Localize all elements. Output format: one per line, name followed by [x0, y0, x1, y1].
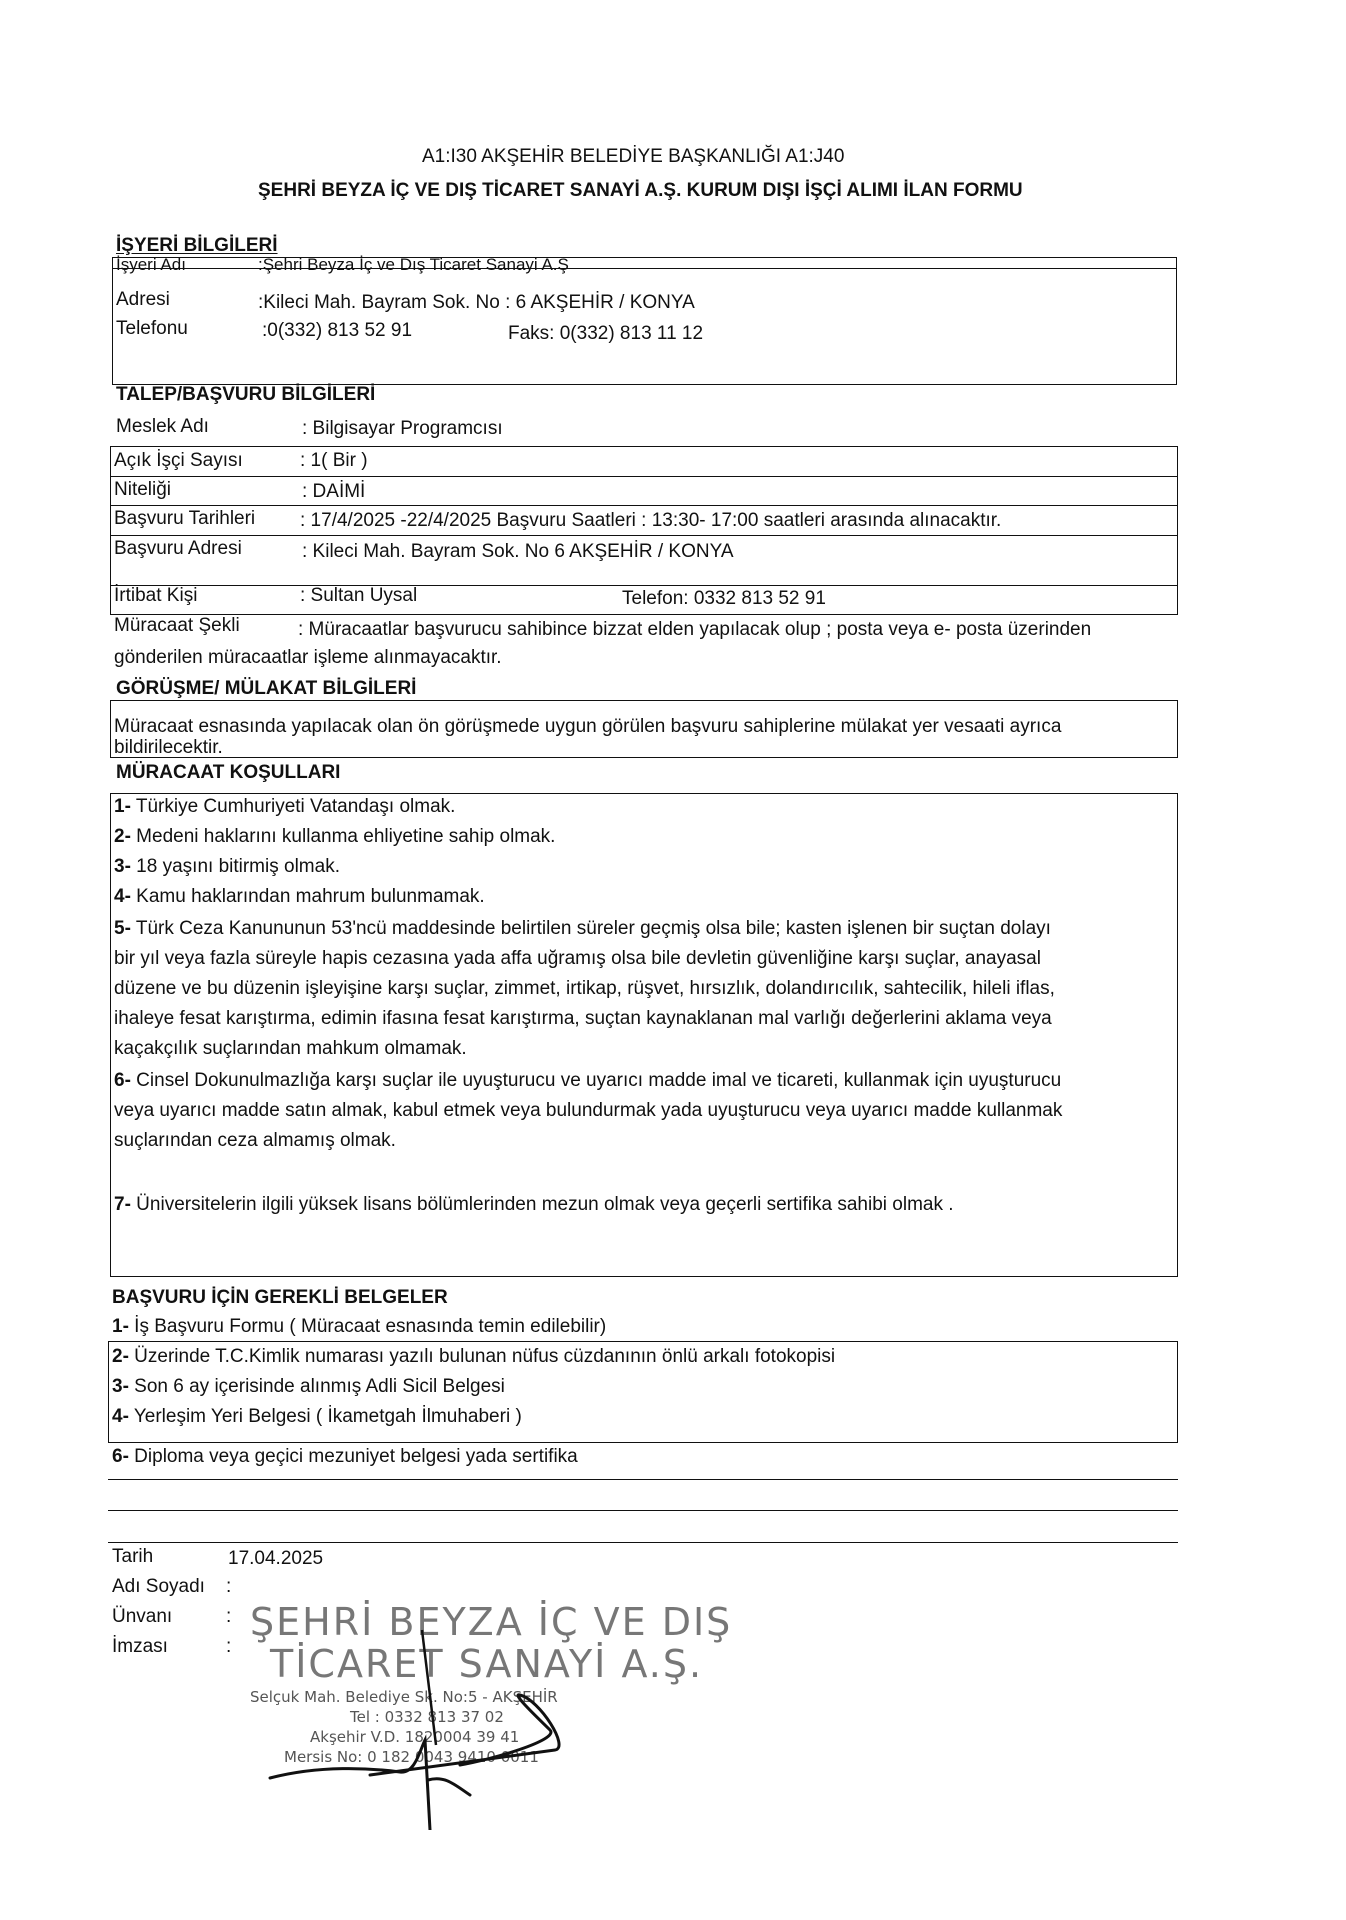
form-title: ŞEHRİ BEYZA İÇ VE DIŞ TİCARET SANAYİ A.Ş. KURUM DIŞI İŞÇİ ALIMI İLAN FORMU [258, 180, 1023, 201]
kosul-5-line-3: düzene ve bu düzenin işleyişine karşı suçlar, zimmet, irtikap, rüşvet, hırsızlık, dolandırıcılık, sahtecilik, hileli iflas, [114, 978, 1055, 999]
basvuru-adresi-label: Başvuru Adresi [114, 538, 242, 559]
belge-num: 6- [112, 1446, 129, 1467]
kosullar-section-title: MÜRACAAT KOŞULLARI [116, 762, 341, 783]
stamp-line-6: Mersis No: 0 182 0043 9410 0011 [284, 1748, 539, 1766]
signature-icon [240, 1600, 620, 1830]
irtibat-telefon: Telefon: 0332 813 52 91 [622, 588, 826, 609]
faks-value: Faks: 0(332) 813 11 12 [508, 323, 704, 344]
isyeri-adi-value: :Şehri Beyza İç ve Dış Ticaret Sanayi A.Ş [258, 255, 569, 274]
isyeri-adi-label: İşyeri Adı [116, 255, 186, 274]
kosul-text: Türkiye Cumhuriyeti Vatandaşı olmak. [130, 796, 456, 817]
kosul-num: 1- [114, 796, 131, 817]
tarih-label: Tarih [112, 1546, 154, 1567]
gorusme-line-1: Müracaat esnasında yapılacak olan ön görüşmede uygun görülen başvuru sahiplerine mülakat yer vesaati ayrıca [114, 716, 1062, 737]
header-line-1: A1:I30 AKŞEHİR BELEDİYE BAŞKANLIĞI A1:J40 [422, 146, 845, 167]
belge-num: 4- [112, 1406, 129, 1427]
adsoyad-label: Adı Soyadı [112, 1576, 205, 1597]
belge-text: Diploma veya geçici mezuniyet belgesi yada sertifika [128, 1446, 578, 1467]
basvuru-tarihleri-label: Başvuru Tarihleri [114, 508, 256, 529]
talep-row-line-3 [110, 535, 1178, 536]
belge-item [112, 1406, 522, 1428]
adresi-label: Adresi [116, 289, 170, 310]
kosul-num: 4- [114, 886, 131, 907]
stamp-line-2: TİCARET SANAYİ A.Ş. [270, 1642, 704, 1686]
stamp-line-5: Akşehir V.D. 1820004 39 41 [310, 1728, 520, 1746]
kosul-item [114, 796, 455, 818]
muracaat-sekli-line-2: gönderilen müracaatlar işleme alınmayacaktır. [114, 647, 502, 668]
gorusme-line-2: bildirilecektir. [114, 737, 223, 758]
belge-text: Son 6 ay içerisinde alınmış Adli Sicil Belgesi [128, 1376, 505, 1397]
imza-label: İmzası [112, 1636, 168, 1657]
talep-row-line-4 [110, 585, 1178, 586]
adsoyad-colon: : [226, 1576, 232, 1597]
acik-isci-value: : 1( Bir ) [300, 450, 368, 471]
kosul-5-line-4: ihaleye fesat karıştırma, edimin ifasına fesat karıştırma, suçtan kaynaklanan mal varlığı değerlerini aklama veya [114, 1008, 1052, 1029]
stamp-line-4: Tel : 0332 813 37 02 [350, 1708, 504, 1726]
kosul-6-line-1 [114, 1070, 1061, 1092]
belgeler-rule-2 [108, 1510, 1178, 1511]
telefonu-value: :0(332) 813 52 91 [262, 320, 413, 341]
belgeler-section-title: BAŞVURU İÇİN GEREKLİ BELGELER [112, 1287, 448, 1308]
kosul-text: Türk Ceza Kanununun 53'ncü maddesinde belirtilen süreler geçmiş olsa bile; kasten işlenen bir suçtan dolayı [130, 918, 1051, 939]
basvuru-adresi-value: : Kileci Mah. Bayram Sok. No 6 AKŞEHİR / KONYA [302, 541, 734, 562]
unvan-colon: : [226, 1606, 232, 1627]
gorusme-section-title: GÖRÜŞME/ MÜLAKAT BİLGİLERİ [116, 678, 417, 699]
isyeri-section-title: İŞYERİ BİLGİLERİ [116, 235, 278, 256]
kosul-text: Cinsel Dokunulmazlığa karşı suçlar ile uyuşturucu ve uyarıcı madde imal ve ticareti, kullanmak için uyuşturucu [130, 1070, 1062, 1091]
kosul-text: Medeni haklarını kullanma ehliyetine sahip olmak. [130, 826, 556, 847]
belge-text: İş Başvuru Formu ( Müracaat esnasında temin edilebilir) [128, 1316, 607, 1337]
belge-item [112, 1316, 606, 1338]
belge-item [112, 1346, 835, 1368]
kosul-7 [114, 1194, 954, 1216]
belge-num: 1- [112, 1316, 129, 1337]
belgeler-rule-1 [108, 1479, 1178, 1480]
stamp-line-1: ŞEHRİ BEYZA İÇ VE DIŞ [250, 1600, 733, 1644]
talep-row-line-2 [110, 505, 1178, 506]
tarih-value: 17.04.2025 [228, 1548, 324, 1569]
talep-row-line-1 [110, 476, 1178, 477]
stamp-line-3: Selçuk Mah. Belediye Sk. No:5 - AKŞEHİR [250, 1688, 558, 1706]
company-stamp [240, 1600, 733, 1830]
kosul-item [114, 856, 340, 878]
kosul-num: 3- [114, 856, 131, 877]
kosul-text: 18 yaşını bitirmiş olmak. [130, 856, 340, 877]
kosul-text: Kamu haklarından mahrum bulunmamak. [130, 886, 485, 907]
meslek-label: Meslek Adı [116, 416, 209, 437]
muracaat-sekli-line-1: : Müracaatlar başvurucu sahibince bizzat elden yapılacak olup ; posta veya e- posta üzerinden [298, 619, 1092, 640]
meslek-value: : Bilgisayar Programcısı [302, 418, 503, 439]
irtibat-label: İrtibat Kişi [114, 585, 198, 606]
niteligi-label: Niteliği [114, 479, 172, 500]
unvan-label: Ünvanı [112, 1606, 173, 1627]
basvuru-tarihleri-value: : 17/4/2025 -22/4/2025 Başvuru Saatleri : 13:30- 17:00 saatleri arasında alınacaktır. [300, 510, 1002, 531]
kosul-5-line-5: kaçakçılık suçlarından mahkum olmamak. [114, 1038, 467, 1059]
talep-section-title: TALEP/BAŞVURU BİLGİLERİ [116, 384, 376, 405]
irtibat-value: : Sultan Uysal [300, 585, 418, 606]
kosul-5-line-1 [114, 918, 1051, 940]
belge-text: Üzerinde T.C.Kimlik numarası yazılı bulunan nüfus cüzdanının önlü arkalı fotokopisi [128, 1346, 836, 1367]
belge-num: 2- [112, 1346, 129, 1367]
belge-item [112, 1376, 505, 1398]
kosul-6-line-3: suçlarından ceza almamış olmak. [114, 1130, 396, 1151]
niteligi-value: : DAİMİ [302, 481, 366, 502]
kosul-item [114, 886, 485, 908]
muracaat-sekli-label: Müracaat Şekli [114, 615, 240, 636]
kosul-6-line-2: veya uyarıcı madde satın almak, kabul etmek veya bulundurmak yada uyuşturucu veya uyarıcı madde kullanmak [114, 1100, 1063, 1121]
acik-isci-label: Açık İşçi Sayısı [114, 450, 243, 471]
kosul-num: 2- [114, 826, 131, 847]
kosul-item [114, 826, 555, 848]
kosul-num: 5- [114, 918, 131, 939]
kosul-num: 7- [114, 1194, 131, 1215]
imza-colon: : [226, 1636, 232, 1657]
belgeler-rule-3 [108, 1542, 1178, 1543]
belge-item [112, 1446, 578, 1468]
belge-num: 3- [112, 1376, 129, 1397]
belge-text: Yerleşim Yeri Belgesi ( İkametgah İlmuhaberi ) [128, 1406, 522, 1427]
telefonu-label: Telefonu [116, 318, 188, 339]
kosul-text: Üniversitelerin ilgili yüksek lisans bölümlerinden mezun olmak veya geçerli sertifika sahibi olmak . [130, 1194, 954, 1215]
kosul-5-line-2: bir yıl veya fazla süreyle hapis cezasına yada affa uğramış olsa bile devletin güvenliğine karşı suçlar, anayasal [114, 948, 1041, 969]
kosul-num: 6- [114, 1070, 131, 1091]
adresi-value: :Kileci Mah. Bayram Sok. No : 6 AKŞEHİR / KONYA [258, 292, 695, 313]
